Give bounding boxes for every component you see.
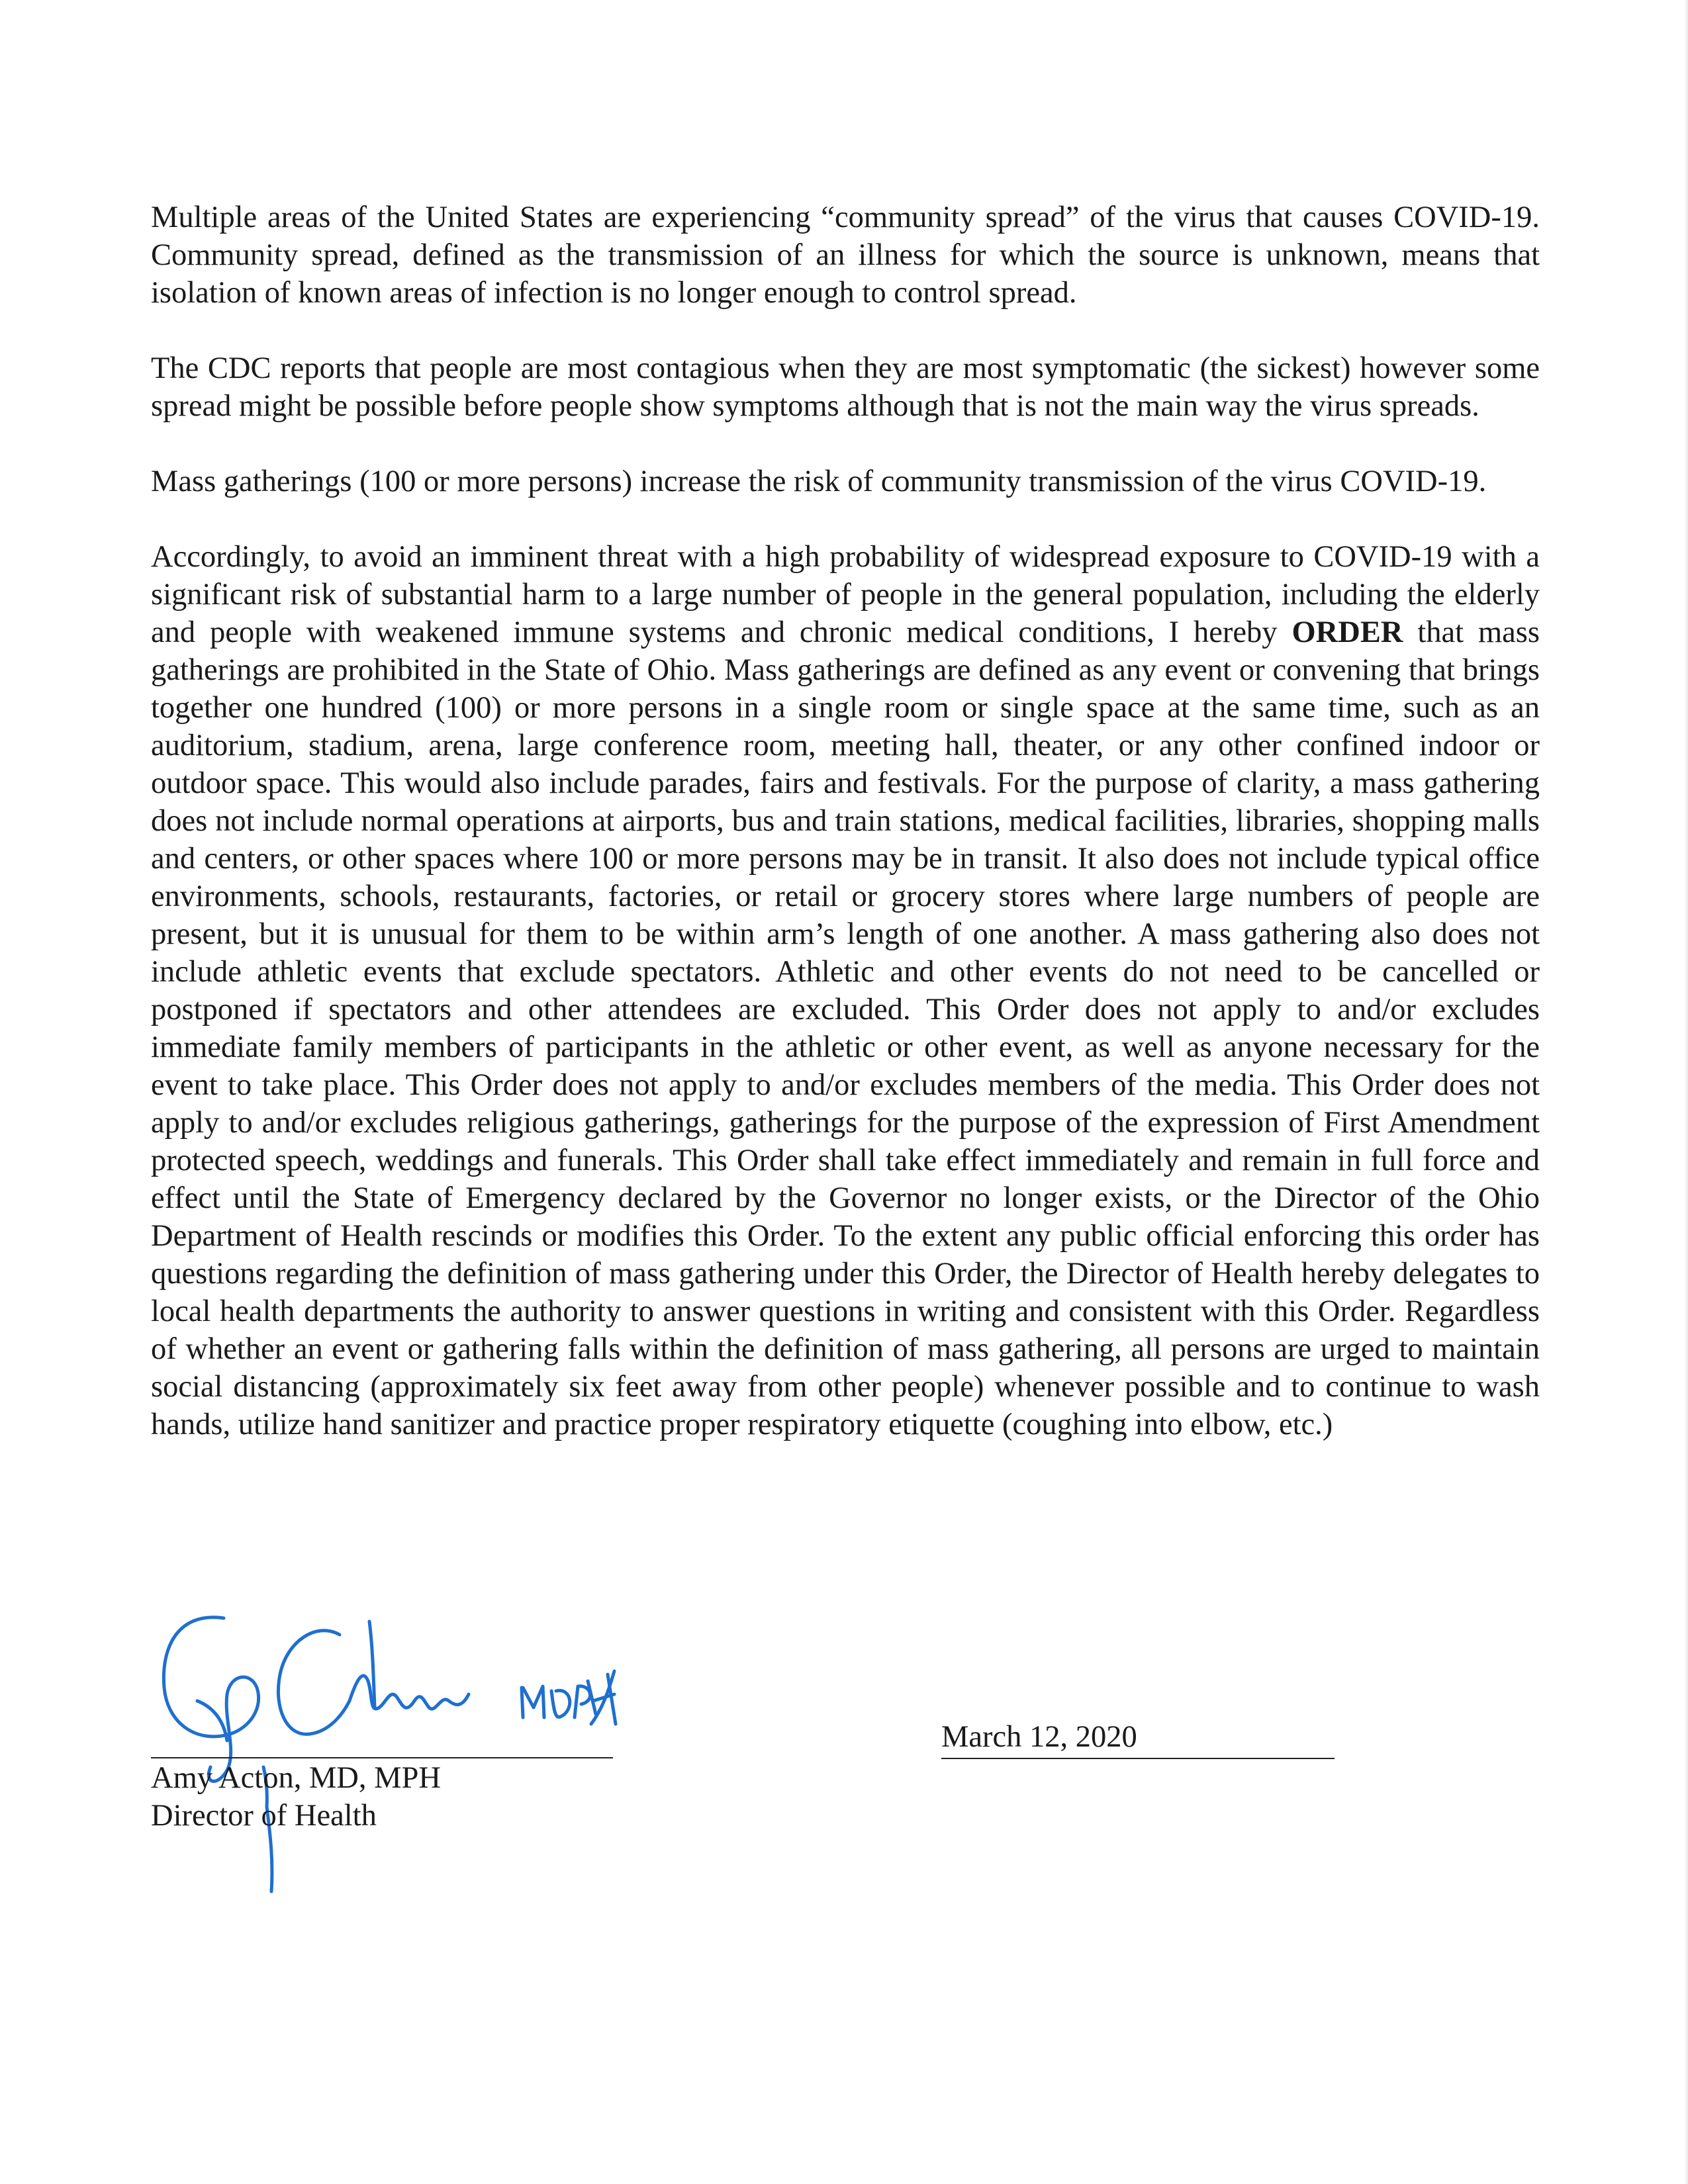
- signature-line: [151, 1757, 613, 1758]
- order-body: [151, 199, 1540, 1443]
- signature-block: [151, 1608, 1540, 1893]
- signer-name: Amy Acton, MD, MPH: [151, 1761, 441, 1795]
- date-line: [941, 1718, 1335, 1759]
- scan-edge: [1684, 0, 1688, 2184]
- order-text-after: that mass gatherings are prohibited in the State of Ohio. Mass gatherings are defined as any event or convening that brings together one hundred (100) or more persons in a single room or single space at the same time, such as an auditorium, stadium, arena, large conference room, meeting hall, theater, or any other confined indoor or outdoor space. This would also include parades, fairs and festivals. For the purpose of clarity, a mass gathering does not include normal operations at airports, bus and train stations, medical facilities, libraries, shopping malls and centers, or other spaces where 100 or more persons may be in transit. It also does not include typical office environments, schools, restaurants, factories, or retail or grocery stores where large numbers of people are present, but it is unusual for them to be within arm’s length of one another. A mass gathering also does not include athletic events that exclude spectators. Athletic and other events do not need to be cancelled or postponed if spectators and other attendees are excluded. This Order does not apply to and/or excludes immediate family members of participants in the athletic or other event, as well as anyone necessary for the event to take place. This Order does not apply to and/or excludes members of the media. This Order does not apply to and/or excludes religious gatherings, gatherings for the purpose of the expression of First Amendment protected speech, weddings and funerals. This Order shall take effect immediately and remain in full force and effect until the State of Emergency declared by the Governor no longer exists, or the Director of the Ohio Department of Health rescinds or modifies this Order. To the extent any public official enforcing this order has questions regarding the definition of mass gathering under this Order, the Director of Health hereby delegates to local health departments the authority to answer questions in writing and consistent with this Order. Regardless of whether an event or gathering falls within the definition of mass gathering, all persons are urged to maintain social distancing (approximately six feet away from other people) whenever possible and to continue to wash hands, utilize hand sanitizer and practice proper respiratory etiquette (coughing into elbow, etc.): [151, 615, 1540, 1441]
- signer-title: Director of Health: [151, 1799, 377, 1833]
- paragraph-community-spread: Multiple areas of the United States are experiencing “community spread” of the virus that causes COVID-19. Community spread, defined as the transmission of an illness for which the source is unknown, means that isolation of known areas of infection is no longer enough to control spread.: [151, 201, 1540, 310]
- order-bold-keyword: ORDER: [1291, 615, 1403, 649]
- paragraph-order: [151, 538, 1540, 1443]
- paragraph-cdc-contagion: The CDC reports that people are most contagious when they are most symptomatic (the sickest) however some spread might be possible before people show symptoms although that is not the main way the virus spreads.: [151, 351, 1540, 423]
- paragraph-mass-gatherings-risk: Mass gatherings (100 or more persons) increase the risk of community transmission of the virus COVID-19.: [151, 465, 1487, 498]
- signature-date: March 12, 2020: [941, 1720, 1137, 1754]
- handwritten-signature: [151, 1608, 641, 1893]
- order-text-before: Accordingly, to avoid an imminent threat with a high probability of widespread exposure to COVID-19 with a significant risk of substantial harm to a large number of people in the general population, including the elderly and people with weakened immune systems and chronic medical conditions, I hereby: [151, 540, 1540, 649]
